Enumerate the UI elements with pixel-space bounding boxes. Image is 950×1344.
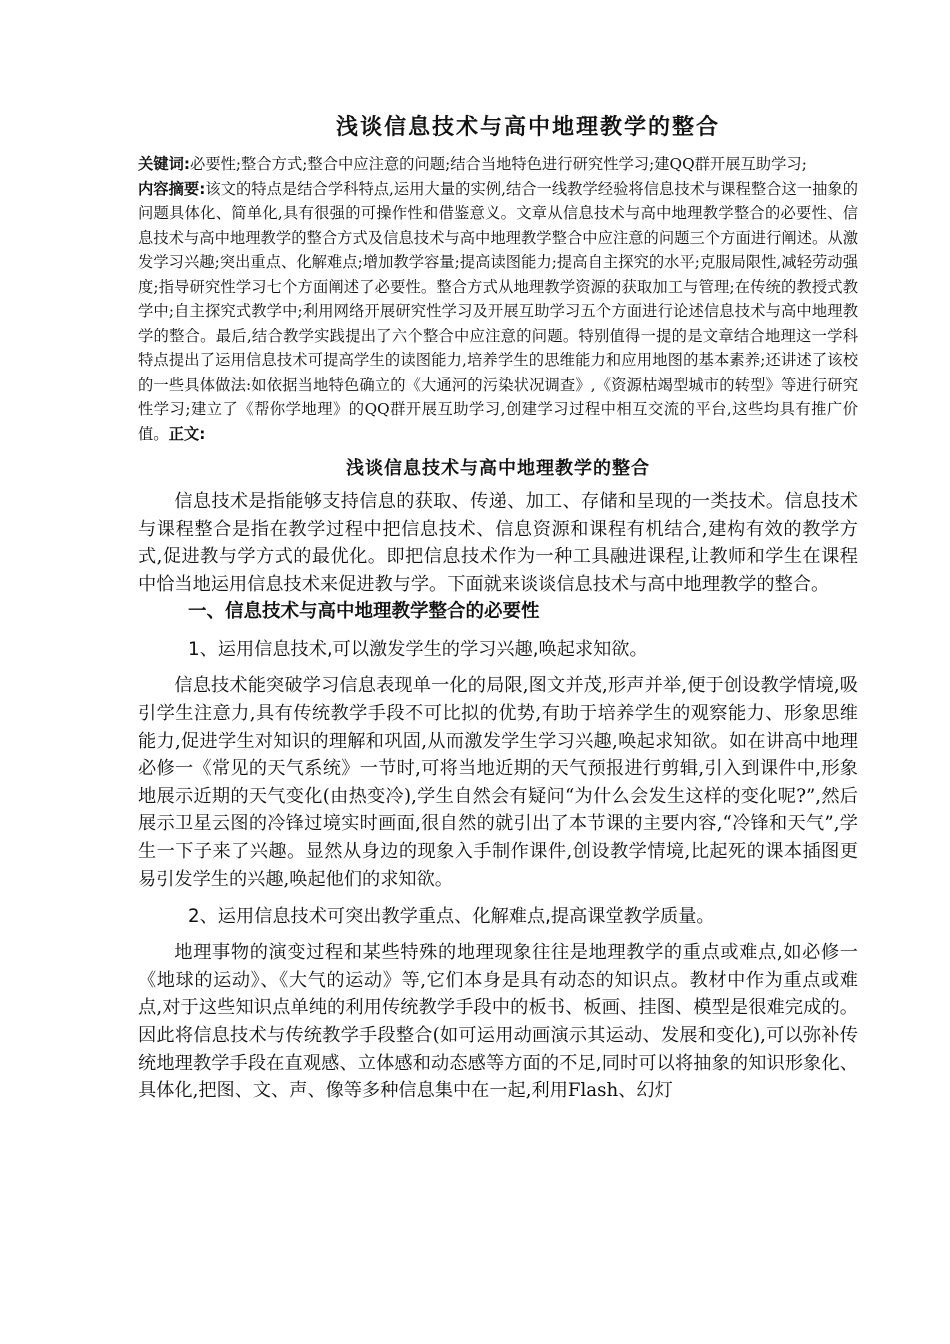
- point-2-heading: 2、运用信息技术可突出教学重点、化解难点,提高课堂教学质量。: [188, 906, 715, 928]
- abstract-paragraph: [138, 177, 858, 447]
- document-page: [138, 100, 858, 1105]
- body-subtitle: 浅谈信息技术与高中地理教学的整合: [346, 458, 650, 479]
- point-2-paragraph: 地理事物的演变过程和某些特殊的地理现象往往是地理教学的重点或难点,如必修一《地球的运动》、《大气的运动》等,它们本身是具有动态的知识点。教材中作为重点或难点,对于这些知识点单纯的利用传统教学手段中的板书、板画、挂图、模型是很难完成的。因此将信息技术与传统教学手段整合(如可运用动画演示其运动、发展和变化),可以弥补传统地理教学手段在直观感、立体感和动态感等方面的不足,同时可以将抽象的知识形象化、具体化,把图、文、声、像等多种信息集中在一起,利用Flash、幻灯: [138, 942, 858, 1102]
- keywords-text: 必要性;整合方式;整合中应注意的问题;结合当地特色进行研究性学习;建QQ群开展互助学习;: [190, 155, 807, 173]
- document-title: 浅谈信息技术与高中地理教学的整合: [335, 114, 720, 140]
- abstract-label: 内容摘要:: [138, 179, 206, 198]
- intro-paragraph: 信息技术是指能够支持信息的获取、传递、加工、存储和呈现的一类技术。信息技术与课程整合是指在教学过程中把信息技术、信息资源和课程有机结合,建构有效的教学方式,促进教与学方式的最优化。即把信息技术作为一种工具融进课程,让教师和学生在课程中恰当地运用信息技术来促进教与学。下面就来谈谈信息技术与高中地理教学的整合。: [138, 491, 858, 595]
- section-heading-necessity: 一、信息技术与高中地理教学整合的必要性: [188, 601, 540, 623]
- main-text-label: 正文:: [168, 424, 206, 443]
- keywords-paragraph: [138, 152, 858, 177]
- point-1-heading: 1、运用信息技术,可以激发学生的学习兴趣,唤起求知欲。: [188, 639, 648, 661]
- keywords-label: 关键词:: [138, 155, 191, 173]
- abstract-text: 该文的特点是结合学科特点,运用大量的实例,结合一线教学经验将信息技术与课程整合这一抽象的问题具体化、简单化,具有很强的可操作性和借鉴意义。文章从信息技术与高中地理教学整合的必要性、信息技术与高中地理教学的整合方式及信息技术与高中地理教学整合中应注意的问题三个方面进行阐述。从激发学习兴趣;突出重点、化解难点;增加教学容量;提高读图能力;提高自主探究的水平;克服局限性,减轻劳动强度;指导研究性学习七个方面阐述了必要性。整合方式从地理教学资源的获取加工与管理;在传统的教授式教学中;自主探究式教学中;利用网络开展研究性学习及开展互助学习五个方面进行论述信息技术与高中地理教学的整合。最后,结合教学实践提出了六个整合中应注意的问题。特别值得一提的是文章结合地理这一学科特点提出了运用信息技术可提高学生的读图能力,培养学生的思维能力和应用地图的基本素养;还讲述了该校的一些具体做法:如依据当地特色确立的《大通河的污染状况调查》,《资源枯竭型城市的转型》等进行研究性学习;建立了《帮你学地理》的QQ群开展互助学习,创建学习过程中相互交流的平台,这些均具有推广价值。: [138, 179, 858, 443]
- point-1-paragraph: 信息技术能突破学习信息表现单一化的局限,图文并茂,形声并举,便于创设教学情境,吸引学生注意力,具有传统教学手段不可比拟的优势,有助于培养学生的观察能力、形象思维能力,促进学生对知识的理解和巩固,从而激发学生学习兴趣,唤起求知欲。如在讲高中地理必修一《常见的天气系统》一节时,可将当地近期的天气预报进行剪辑,引入到课件中,形象地展示近期的天气变化(由热变冷),学生自然会有疑问“为什么会发生这样的变化呢?”,然后展示卫星云图的冷锋过境实时画面,很自然的就引出了本节课的主要内容,“冷锋和天气”,学生一下子来了兴趣。显然从身边的现象入手制作课件,创设教学情境,比起死的课本插图更易引发学生的兴趣,唤起他们的求知欲。: [138, 675, 858, 890]
